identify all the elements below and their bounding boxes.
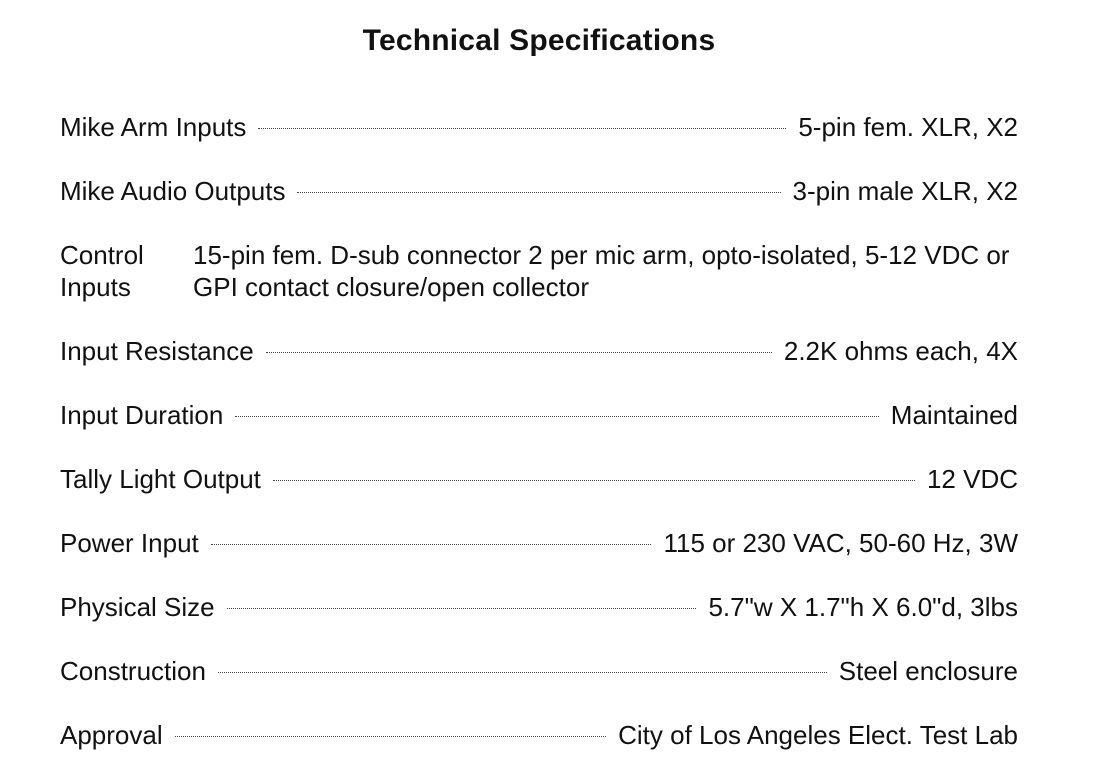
spec-row-power-input — [60, 527, 1018, 559]
spec-row-construction — [60, 655, 1018, 687]
dotted-leader — [211, 544, 652, 545]
spec-value: City of Los Angeles Elect. Test Lab — [618, 720, 1018, 750]
spec-value: 12 VDC — [926, 464, 1018, 494]
spec-value: 115 or 230 VAC, 50-60 Hz, 3W — [663, 528, 1018, 558]
dotted-leader — [235, 416, 878, 417]
spec-label: Mike Arm Inputs — [60, 112, 247, 142]
spec-row-input-duration — [60, 399, 1018, 431]
spec-value: 2.2K ohms each, 4X — [783, 336, 1018, 366]
spec-value: 3-pin male XLR, X2 — [792, 176, 1018, 206]
spec-value: 5-pin fem. XLR, X2 — [798, 112, 1018, 142]
spec-label: Physical Size — [60, 592, 215, 622]
spec-row-approval — [60, 719, 1018, 751]
dotted-leader — [258, 128, 786, 129]
spec-value: 15-pin fem. D-sub connector 2 per mic arm, opto-isolated, 5-12 VDC or GPI contact closure/open collector — [193, 240, 1010, 302]
spec-label: Input Duration — [60, 400, 224, 430]
spec-label: Input Resistance — [60, 336, 254, 366]
spec-row-input-resistance — [60, 335, 1018, 367]
spec-label: Construction — [60, 656, 206, 686]
spec-row-mike-audio-outputs — [60, 175, 1018, 207]
dotted-leader — [227, 608, 697, 609]
spec-row-physical-size — [60, 591, 1018, 623]
spec-value: 5.7"w X 1.7"h X 6.0"d, 3lbs — [708, 592, 1018, 622]
spec-label: Approval — [60, 720, 163, 750]
spec-row-mike-arm-inputs — [60, 111, 1018, 143]
page-title: Technical Specifications — [362, 24, 716, 57]
dotted-leader — [273, 480, 915, 481]
spec-value: Steel enclosure — [838, 656, 1018, 686]
spec-row-control-inputs — [60, 239, 1018, 303]
spec-value: Maintained — [890, 400, 1018, 430]
spec-row-tally-light-output — [60, 463, 1018, 495]
dotted-leader — [266, 352, 772, 353]
dotted-leader — [297, 192, 780, 193]
spec-label: Power Input — [60, 528, 199, 558]
dotted-leader — [175, 736, 607, 737]
dotted-leader — [218, 672, 827, 673]
spec-label: Mike Audio Outputs — [60, 176, 286, 206]
spec-label: Tally Light Output — [60, 464, 261, 494]
spec-label: Control Inputs — [60, 240, 144, 302]
